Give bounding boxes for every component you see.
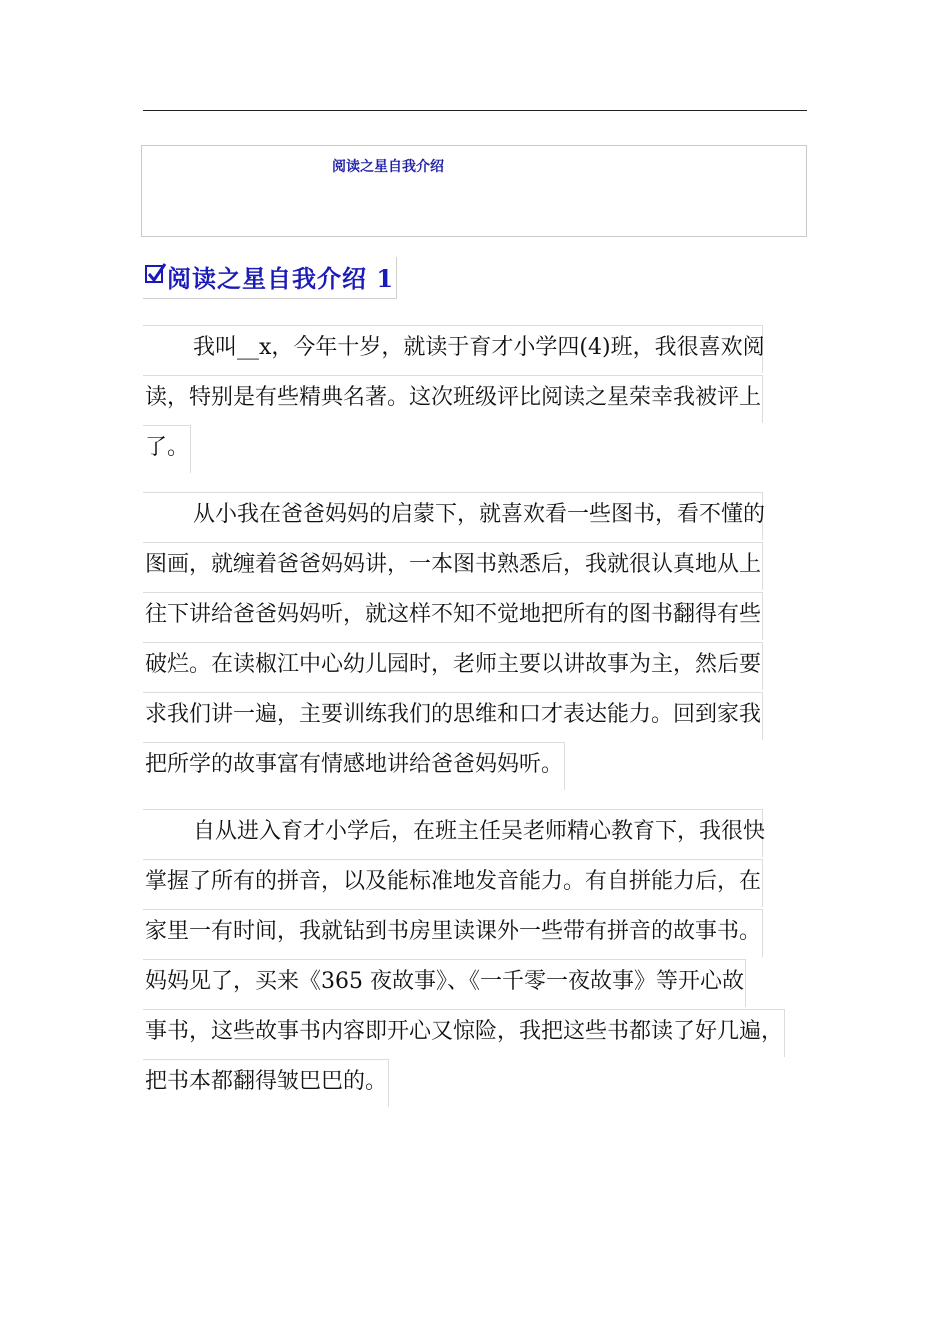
line-text: 掌握了所有的拼音，以及能标准地发音能力。有自拼能力后，在 bbox=[145, 869, 762, 894]
top-rule bbox=[143, 110, 807, 111]
line-text: 我叫__x，今年十岁，就读于育才小学四(4)班，我很喜欢阅 bbox=[193, 335, 765, 360]
line-text: 妈妈见了，买来《365 夜故事》、《一千零一夜故事》等开心故 bbox=[145, 969, 744, 994]
line-text: 家里一有时间，我就钻到书房里读课外一些带有拼音的故事书。 bbox=[145, 919, 762, 944]
paragraph-3 bbox=[143, 819, 815, 1119]
paragraph-line bbox=[143, 752, 815, 802]
section-heading bbox=[143, 257, 397, 299]
line-text: 事书，这些故事书内容即开心又惊险，我把这些书都读了好几遍， bbox=[145, 1019, 784, 1044]
line-text: 自从进入育才小学后，在班主任吴老师精心教育下，我很快 bbox=[193, 819, 766, 844]
paragraph-1 bbox=[143, 335, 815, 485]
header-title: 阅读之星自我介绍 bbox=[332, 159, 444, 175]
paragraph-2 bbox=[143, 502, 815, 802]
line-text: 了。 bbox=[145, 435, 190, 460]
page-header bbox=[141, 145, 807, 237]
heading-title: 阅读之星自我介绍 1 bbox=[167, 264, 395, 293]
line-text: 把书本都翻得皱巴巴的。 bbox=[145, 1069, 388, 1094]
checkbox-icon bbox=[145, 265, 163, 283]
line-text: 破烂。在读椒江中心幼儿园时，老师主要以讲故事为主，然后要 bbox=[145, 652, 762, 677]
paragraph-line bbox=[143, 385, 815, 435]
paragraph-line bbox=[143, 435, 815, 485]
line-text: 往下讲给爸爸妈妈听，就这样不知不觉地把所有的图书翻得有些 bbox=[145, 602, 762, 627]
line-text: 把所学的故事富有情感地讲给爸爸妈妈听。 bbox=[145, 752, 564, 777]
line-text: 图画，就缠着爸爸妈妈讲，一本图书熟悉后，我就很认真地从上 bbox=[145, 552, 762, 577]
paragraph-line bbox=[143, 1069, 815, 1119]
line-text: 读，特别是有些精典名著。这次班级评比阅读之星荣幸我被评上 bbox=[145, 385, 762, 410]
line-text: 求我们讲一遍，主要训练我们的思维和口才表达能力。回到家我 bbox=[145, 702, 762, 727]
line-text: 从小我在爸爸妈妈的启蒙下，就喜欢看一些图书，看不懂的 bbox=[193, 502, 766, 527]
